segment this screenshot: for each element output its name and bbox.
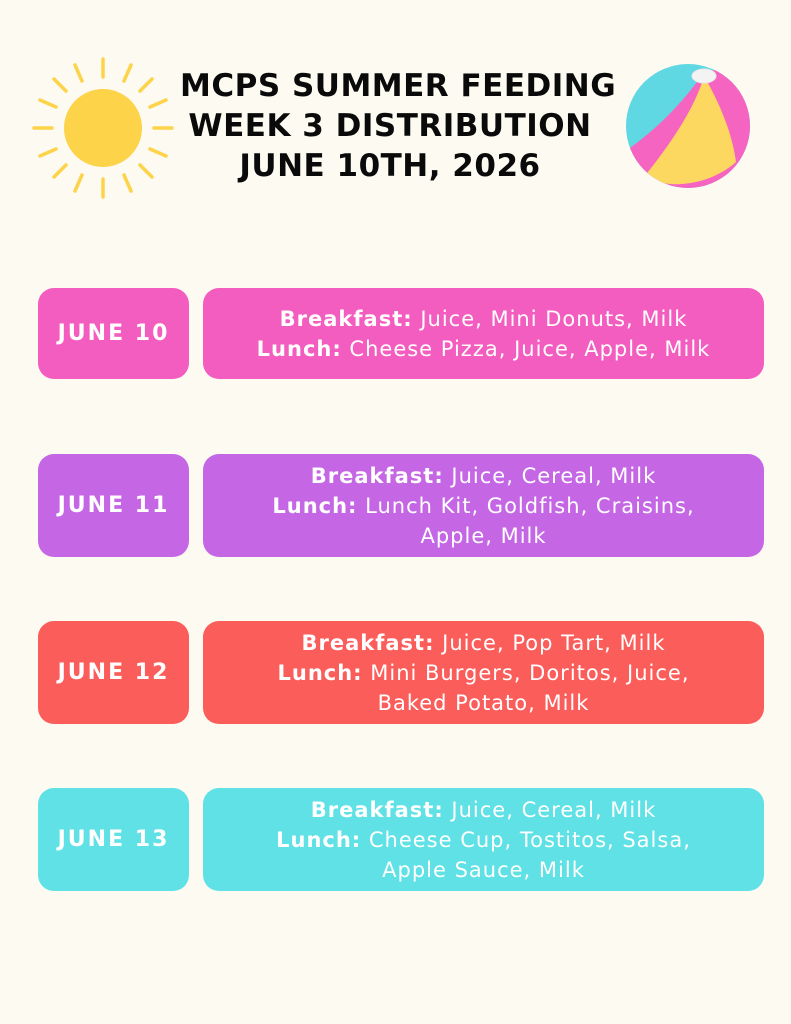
lunch-label: Lunch: [256,336,342,361]
breakfast-line [311,795,657,825]
lunch-items-continued: Apple, Milk [420,523,547,548]
date-label [38,454,189,557]
lunch-label: Lunch: [272,493,358,518]
title-line-3: JUNE 10TH, 2026 [239,148,541,184]
breakfast-items: Juice, Pop Tart, Milk [434,630,666,655]
lunch-label: Lunch: [276,827,362,852]
breakfast-label: Breakfast: [279,306,413,331]
lunch-items-continued: Baked Potato, Milk [377,690,590,715]
date-text: JUNE 12 [57,660,170,685]
menu-card [203,621,764,724]
date-label [38,788,189,891]
breakfast-label: Breakfast: [310,463,444,488]
date-text: JUNE 13 [57,827,170,852]
breakfast-line [311,461,657,491]
lunch-items: Cheese Pizza, Juice, Apple, Milk [341,336,711,361]
lunch-items: Cheese Cup, Tostitos, Salsa, [361,827,691,852]
lunch-items-continued: Apple Sauce, Milk [382,857,585,882]
breakfast-line [280,304,688,334]
breakfast-label: Breakfast: [310,797,444,822]
menu-card [203,288,764,379]
sun-icon [30,55,176,201]
title-line-1: MCPS SUMMER FEEDING [180,68,617,104]
day-row [38,288,764,379]
lunch-line [277,658,689,688]
day-row [38,621,764,724]
beach-ball-icon [624,62,752,190]
lunch-items: Mini Burgers, Doritos, Juice, [362,660,690,685]
lunch-line [257,334,711,364]
date-text: JUNE 11 [57,493,170,518]
title-line-2: WEEK 3 DISTRIBUTION [188,108,592,144]
breakfast-items: Juice, Mini Donuts, Milk [412,306,688,331]
day-row [38,454,764,557]
lunch-line [272,491,694,521]
date-label [38,621,189,724]
breakfast-items: Juice, Cereal, Milk [443,797,657,822]
day-row [38,788,764,891]
menu-card [203,788,764,891]
lunch-items: Lunch Kit, Goldfish, Craisins, [357,493,695,518]
breakfast-line [302,628,666,658]
lunch-line [276,825,691,855]
date-label [38,288,189,379]
breakfast-label: Breakfast: [301,630,435,655]
breakfast-items: Juice, Cereal, Milk [443,463,657,488]
date-text: JUNE 10 [57,321,170,346]
lunch-label: Lunch: [277,660,363,685]
menu-card [203,454,764,557]
page-title [180,66,617,186]
